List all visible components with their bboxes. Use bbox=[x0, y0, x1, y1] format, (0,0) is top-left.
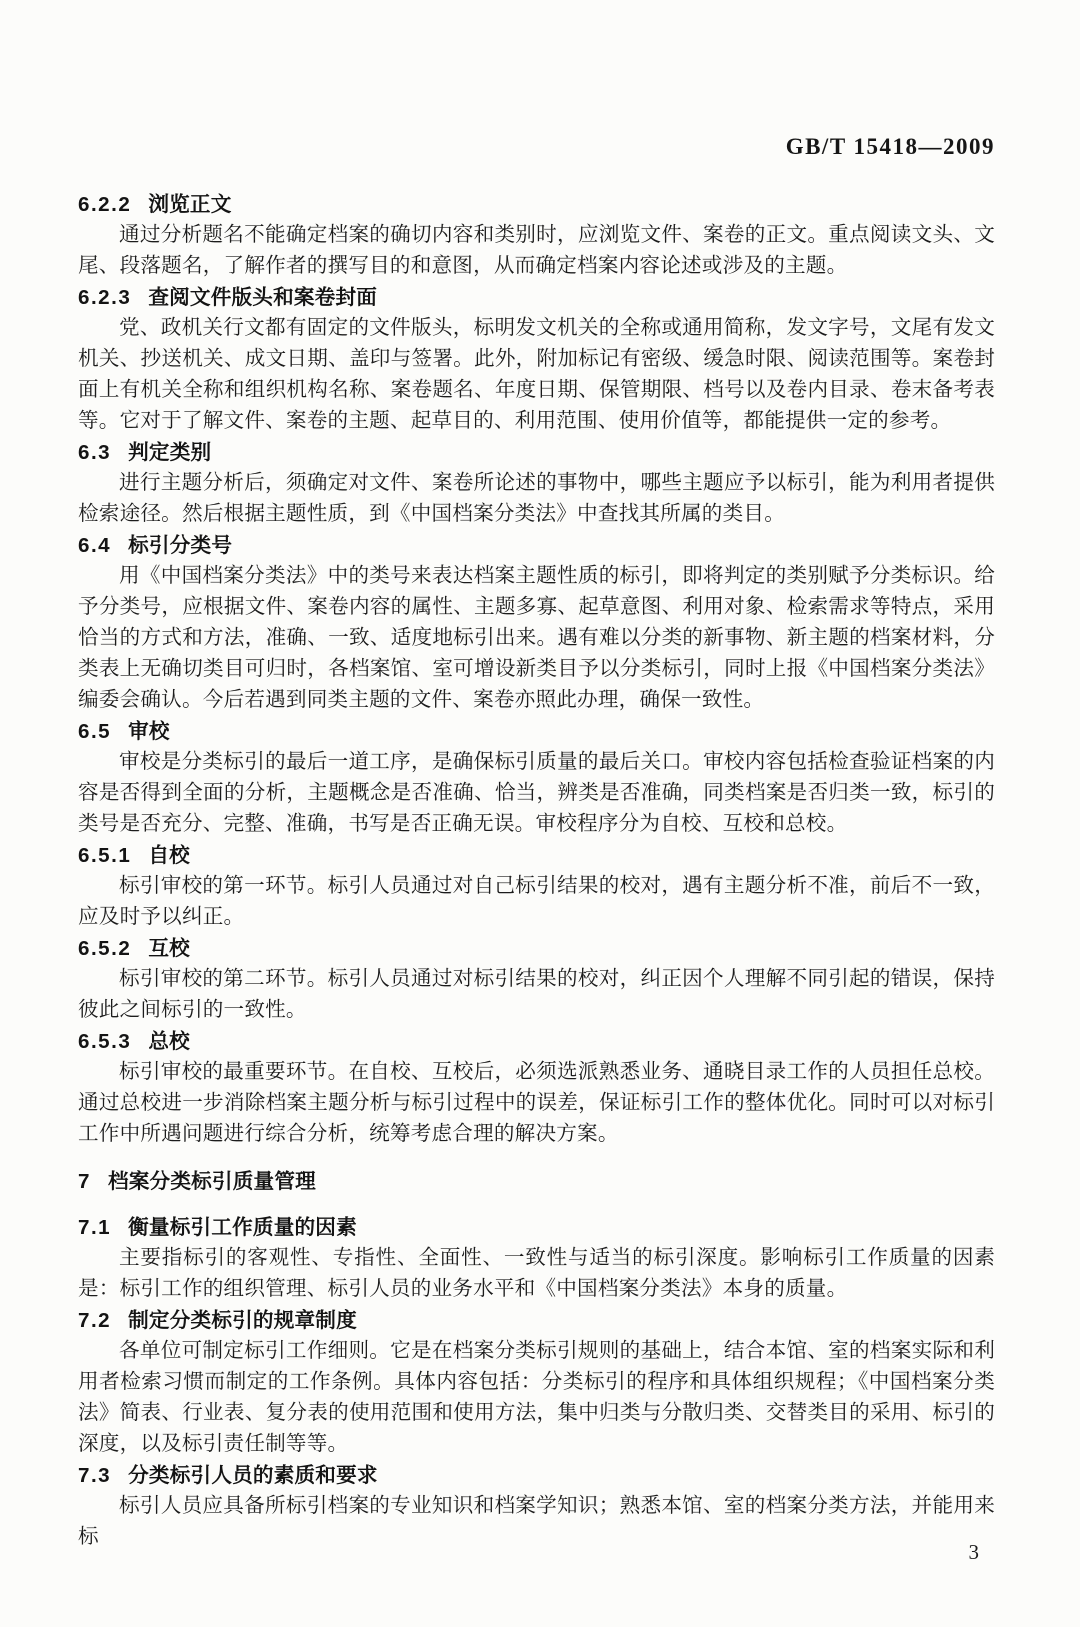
section-heading bbox=[78, 840, 995, 871]
page-number: 3 bbox=[968, 1540, 979, 1564]
section-title: 衡量标引工作质量的因素 bbox=[128, 1216, 357, 1239]
section-heading bbox=[78, 933, 995, 964]
paragraph: 标引审校的第一环节。标引人员通过对自己标引结果的校对，遇有主题分析不准，前后不一致，应及时予以纠正。 bbox=[78, 875, 995, 928]
paragraph: 用《中国档案分类法》中的类号来表达档案主题性质的标引，即将判定的类别赋予分类标识。给予分类号，应根据文件、案卷内容的属性、主题多寡、起草意图、利用对象、检索需求等特点，采用恰当的方式和方法，准确、一致、适度地标引出来。遇有难以分类的新事物、新主题的档案材料，分类表上无确切类目可归时，各档案馆、室可增设新类目予以分类标引，同时上报《中国档案分类法》编委会确认。今后若遇到同类主题的文件、案卷亦照此办理，确保一致性。 bbox=[78, 565, 995, 711]
section-number: 6.2.2 bbox=[78, 193, 132, 216]
section-heading bbox=[78, 189, 995, 220]
section-title: 总校 bbox=[148, 1030, 190, 1053]
section-number: 7.3 bbox=[78, 1464, 112, 1487]
paragraph: 党、政机关行文都有固定的文件版头，标明发文机关的全称或通用简称，发文字号，文尾有发文机关、抄送机关、成文日期、盖印与签署。此外，附加标记有密级、缓急时限、阅读范围等。案卷封面上有机关全称和组织机构名称、案卷题名、年度日期、保管期限、档号以及卷内目录、卷末备考表等。它对于了解文件、案卷的主题、起草目的、利用范围、使用价值等，都能提供一定的参考。 bbox=[78, 317, 995, 432]
section-title: 制定分类标引的规章制度 bbox=[128, 1309, 357, 1332]
paragraph: 进行主题分析后，须确定对文件、案卷所论述的事物中，哪些主题应予以标引，能为利用者提供检索途径。然后根据主题性质，到《中国档案分类法》中查找其所属的类目。 bbox=[78, 472, 995, 525]
section-heading bbox=[78, 1460, 995, 1491]
section-number: 7.1 bbox=[78, 1216, 112, 1239]
section-heading bbox=[78, 1212, 995, 1243]
section-title: 审校 bbox=[128, 720, 170, 743]
paragraph: 标引审校的最重要环节。在自校、互校后，必须选派熟悉业务、通晓目录工作的人员担任总校。通过总校进一步消除档案主题分析与标引过程中的误差，保证标引工作的整体优化。同时可以对标引工作中所遇问题进行综合分析，统筹考虑合理的解决方案。 bbox=[78, 1061, 995, 1145]
section-heading bbox=[78, 1305, 995, 1336]
paragraph: 各单位可制定标引工作细则。它是在档案分类标引规则的基础上，结合本馆、室的档案实际和利用者检索习惯而制定的工作条例。具体内容包括：分类标引的程序和具体组织规程；《中国档案分类法》简表、行业表、复分表的使用范围和使用方法，集中归类与分散归类、交替类目的采用、标引的深度，以及标引责任制等等。 bbox=[78, 1340, 995, 1455]
section-heading bbox=[78, 282, 995, 313]
section-title: 标引分类号 bbox=[128, 534, 233, 557]
section-number: 6.3 bbox=[78, 441, 112, 464]
section-heading bbox=[78, 437, 995, 468]
section-heading bbox=[78, 716, 995, 747]
section-title: 浏览正文 bbox=[148, 193, 232, 216]
document-body bbox=[78, 189, 995, 1553]
section-number: 6.5 bbox=[78, 720, 112, 743]
standard-number-header: GB/T 15418—2009 bbox=[785, 134, 995, 159]
section-title: 分类标引人员的素质和要求 bbox=[128, 1464, 378, 1487]
section-number: 6.5.3 bbox=[78, 1030, 132, 1053]
section-number: 6.4 bbox=[78, 534, 112, 557]
section-number: 7.2 bbox=[78, 1309, 112, 1332]
section-number: 6.5.2 bbox=[78, 937, 132, 960]
section-number: 6.2.3 bbox=[78, 286, 132, 309]
paragraph: 审校是分类标引的最后一道工序，是确保标引质量的最后关口。审校内容包括检查验证档案的内容是否得到全面的分析，主题概念是否准确、恰当，辨类是否准确，同类档案是否归类一致，标引的类号是否充分、完整、准确，书写是否正确无误。审校程序分为自校、互校和总校。 bbox=[78, 751, 995, 835]
section-title: 查阅文件版头和案卷封面 bbox=[148, 286, 378, 309]
chapter-heading bbox=[78, 1166, 995, 1197]
section-heading bbox=[78, 530, 995, 561]
section-title: 判定类别 bbox=[128, 441, 212, 464]
section-heading bbox=[78, 1026, 995, 1057]
section-title: 自校 bbox=[148, 844, 190, 867]
paragraph: 标引审校的第二环节。标引人员通过对标引结果的校对，纠正因个人理解不同引起的错误，保持彼此之间标引的一致性。 bbox=[78, 968, 995, 1021]
paragraph: 通过分析题名不能确定档案的确切内容和类别时，应浏览文件、案卷的正文。重点阅读文头、文尾、段落题名，了解作者的撰写目的和意图，从而确定档案内容论述或涉及的主题。 bbox=[78, 224, 995, 277]
paragraph: 标引人员应具备所标引档案的专业知识和档案学知识；熟悉本馆、室的档案分类方法，并能用来标 bbox=[78, 1495, 995, 1548]
section-number: 7 bbox=[78, 1170, 91, 1193]
section-number: 6.5.1 bbox=[78, 844, 132, 867]
section-title: 互校 bbox=[148, 937, 190, 960]
paragraph: 主要指标引的客观性、专指性、全面性、一致性与适当的标引深度。影响标引工作质量的因素是：标引工作的组织管理、标引人员的业务水平和《中国档案分类法》本身的质量。 bbox=[78, 1247, 995, 1300]
section-title: 档案分类标引质量管理 bbox=[107, 1170, 316, 1193]
